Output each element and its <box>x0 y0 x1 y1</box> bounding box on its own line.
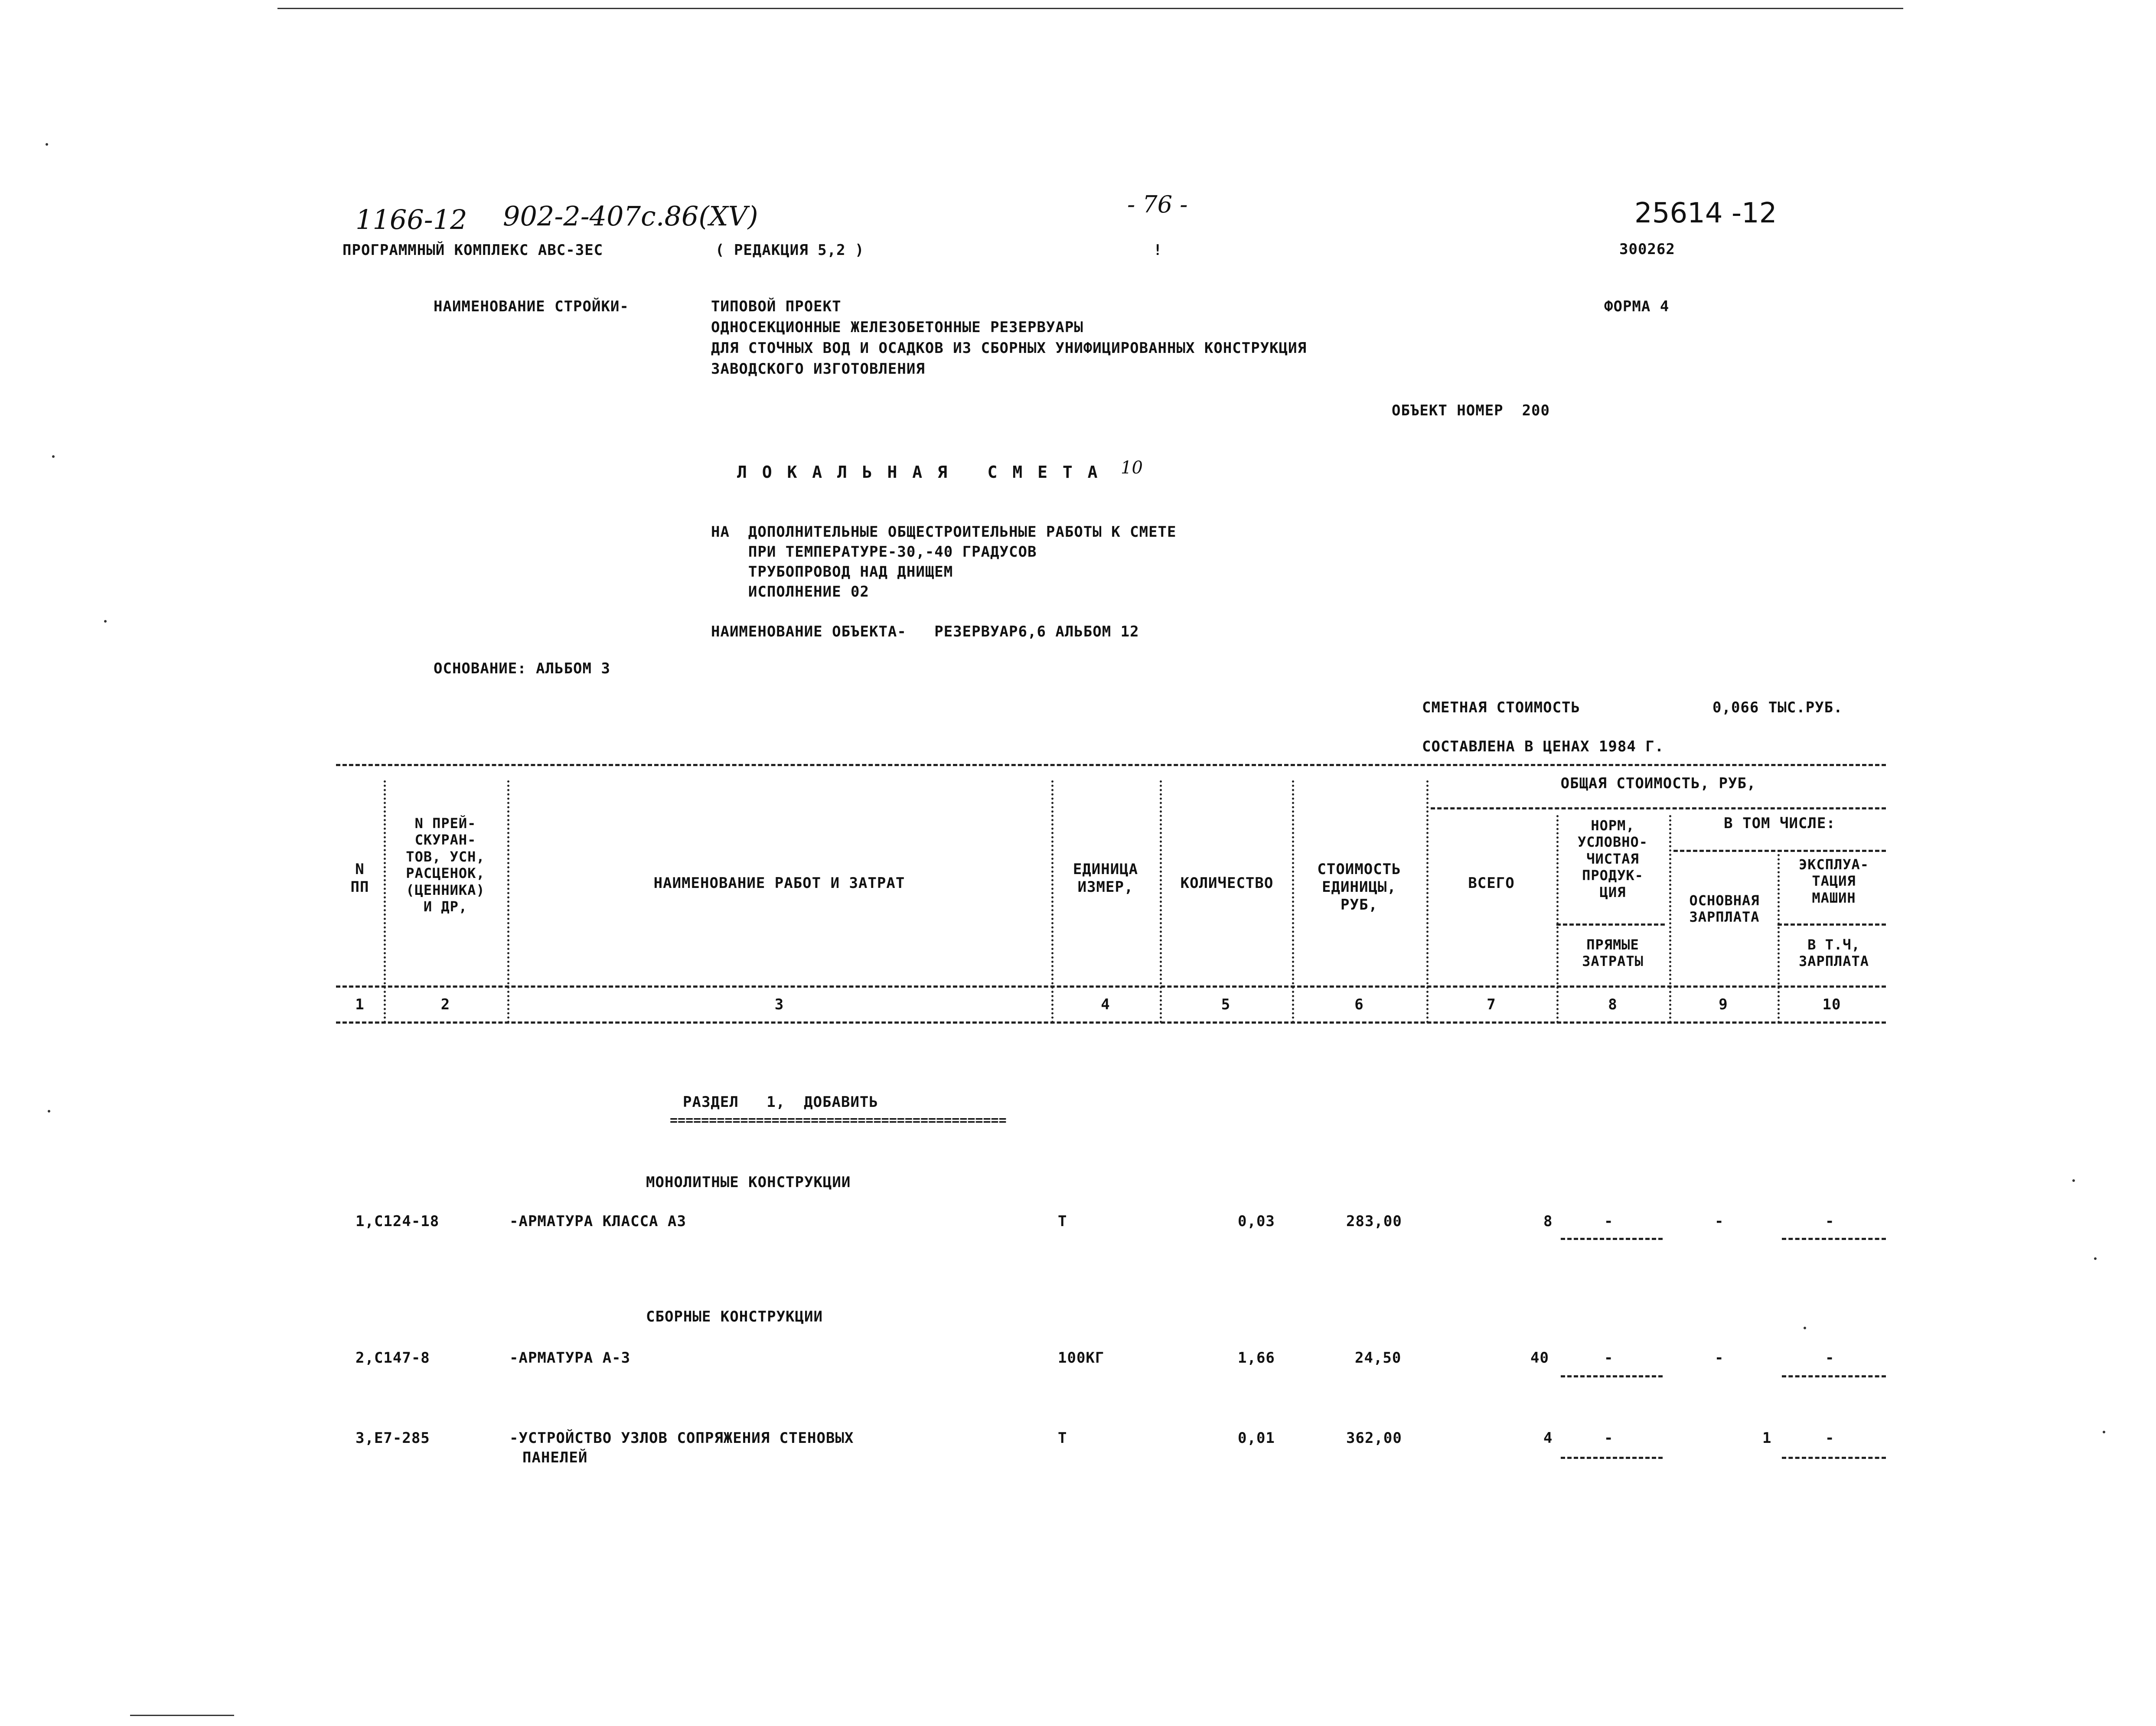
estimate-title: Л О К А Л Ь Н А Я С М Е Т А <box>737 463 1100 482</box>
object-number: ОБЪЕКТ НОМЕР 200 <box>1392 402 1550 419</box>
purpose-line: ПРИ ТЕМПЕРАТУРЕ-30,-40 ГРАДУСОВ <box>711 543 1037 561</box>
cell-underline <box>1782 1238 1886 1240</box>
row-total: 8 <box>1543 1213 1553 1230</box>
row-code: 2,С147-8 <box>356 1349 430 1367</box>
col-number: 2 <box>440 996 450 1013</box>
handwritten-page-number: - 76 - <box>1127 191 1188 218</box>
row-qty: 0,03 <box>1238 1213 1275 1230</box>
row-col9: - <box>1715 1213 1724 1230</box>
row-total: 40 <box>1530 1349 1549 1367</box>
col-sep <box>507 780 509 1023</box>
head-price-ref: N ПРЕЙ- СКУРАН- ТОВ, УСН, РАСЦЕНОК, (ЦЕННИКА) И ДР, <box>406 815 485 915</box>
cell-underline <box>1561 1375 1663 1377</box>
construction-label: НАИМЕНОВАНИЕ СТРОЙКИ- <box>434 298 629 315</box>
basis: ОСНОВАНИЕ: АЛЬБОМ 3 <box>434 660 610 677</box>
col-number: 3 <box>774 996 784 1013</box>
cell-underline <box>1782 1457 1886 1459</box>
scan-speck <box>104 620 107 623</box>
row-price: 283,00 <box>1346 1213 1402 1230</box>
scan-speck <box>48 1110 50 1113</box>
header-mark: ! <box>1153 241 1163 259</box>
row-name: -УСТРОЙСТВО УЗЛОВ СОПРЯЖЕНИЯ СТЕНОВЫХ <box>509 1429 854 1447</box>
scan-speck <box>1804 1327 1806 1329</box>
prices-year: СОСТАВЛЕНА В ЦЕНАХ 1984 Г. <box>1422 738 1664 755</box>
header-code: 300262 <box>1619 241 1675 258</box>
col-sep <box>1426 780 1429 1023</box>
col-sep <box>1051 780 1054 1023</box>
construction-line: ЗАВОДСКОГО ИЗГОТОВЛЕНИЯ <box>711 360 925 378</box>
head-base-salary: ОСНОВНАЯ ЗАРПЛАТА <box>1689 892 1760 926</box>
including-rule <box>1673 850 1886 852</box>
cost-label: СМЕТНАЯ СТОИМОСТЬ <box>1422 699 1580 716</box>
col-number: 5 <box>1221 996 1231 1013</box>
handwritten-left-code: 1166-12 <box>356 204 467 235</box>
row-col10: - <box>1825 1349 1835 1367</box>
table-top-rule <box>336 764 1886 766</box>
col-number: 1 <box>355 996 365 1013</box>
head-including: В ТОМ ЧИСЛЕ: <box>1724 815 1836 832</box>
row-price: 362,00 <box>1346 1429 1402 1447</box>
head-unit-cost: СТОИМОСТЬ ЕДИНИЦЫ, РУБ, <box>1317 861 1401 914</box>
row-unit: Т <box>1058 1429 1067 1447</box>
total-cost-rule <box>1431 807 1886 809</box>
col-number: 6 <box>1354 996 1364 1013</box>
head-num: N ПП <box>350 861 369 896</box>
col-number: 7 <box>1487 996 1496 1013</box>
row-unit: 100КГ <box>1058 1349 1105 1367</box>
scan-speck <box>2094 1257 2097 1260</box>
sub-rule-10 <box>1778 923 1886 926</box>
head-direct-costs: ПРЯМЫЕ ЗАТРАТЫ <box>1582 936 1644 970</box>
col-number: 9 <box>1719 996 1728 1013</box>
row-col10: - <box>1825 1213 1835 1230</box>
estimate-number: 10 <box>1121 458 1143 478</box>
scan-speck <box>2072 1179 2075 1182</box>
col-sep <box>1160 780 1162 1023</box>
construction-line: ОДНОСЕКЦИОННЫЕ ЖЕЛЕЗОБЕТОННЫЕ РЕЗЕРВУАРЫ <box>711 319 1083 336</box>
sub-rule-8 <box>1556 923 1665 926</box>
row-col8: - <box>1604 1213 1614 1230</box>
cost-value: 0,066 ТЫС.РУБ. <box>1712 699 1843 716</box>
row-name: -АРМАТУРА А-3 <box>509 1349 631 1367</box>
row-code: 1,С124-18 <box>356 1213 440 1230</box>
row-qty: 0,01 <box>1238 1429 1275 1447</box>
scan-speck <box>46 143 48 146</box>
row-unit: Т <box>1058 1213 1067 1230</box>
form-label: ФОРМА 4 <box>1604 298 1670 315</box>
col-number: 4 <box>1101 996 1110 1013</box>
head-norm-product: НОРМ, УСЛОВНО- ЧИСТАЯ ПРОДУК- ЦИЯ <box>1577 817 1648 901</box>
construction-line: ДЛЯ СТОЧНЫХ ВОД И ОСАДКОВ ИЗ СБОРНЫХ УНИФИЦИРОВАННЫХ КОНСТРУКЦИЯ <box>711 339 1307 357</box>
scan-speck <box>52 455 55 458</box>
handwritten-right-code: 25614 -12 <box>1634 197 1777 229</box>
purpose-line: ИСПОЛНЕНИЕ 02 <box>711 583 869 600</box>
group-title: МОНОЛИТНЫЕ КОНСТРУКЦИИ <box>646 1174 851 1191</box>
object-name: НАИМЕНОВАНИЕ ОБЪЕКТА- РЕЗЕРВУАР6,6 АЛЬБОМ 12 <box>711 623 1139 640</box>
cell-underline <box>1561 1238 1663 1240</box>
handwritten-project-code: 902-2-407с.86(XV) <box>503 200 758 232</box>
cell-underline <box>1561 1457 1663 1459</box>
row-code: 3,Е7-285 <box>356 1429 430 1447</box>
row-qty: 1,66 <box>1238 1349 1275 1367</box>
head-total: ВСЕГО <box>1468 874 1515 892</box>
table-mid-rule <box>336 985 1886 988</box>
purpose-line: НА ДОПОЛНИТЕЛЬНЫЕ ОБЩЕСТРОИТЕЛЬНЫЕ РАБОТЫ К СМЕТЕ <box>711 523 1177 541</box>
row-name-continued: ПАНЕЛЕЙ <box>522 1449 588 1466</box>
program-name: ПРОГРАММНЫЙ КОМПЛЕКС АВС-ЗЕС <box>342 241 603 259</box>
row-total: 4 <box>1543 1429 1553 1447</box>
purpose-line: ТРУБОПРОВОД НАД ДНИЩЕМ <box>711 563 953 581</box>
cell-underline <box>1782 1375 1886 1377</box>
row-col9: - <box>1715 1349 1724 1367</box>
head-unit: ЕДИНИЦА ИЗМЕР, <box>1073 861 1138 896</box>
head-work-name: НАИМЕНОВАНИЕ РАБОТ И ЗАТРАТ <box>653 874 905 892</box>
construction-line: ТИПОВОЙ ПРОЕКТ <box>711 298 842 315</box>
head-machine-salary: В Т.Ч, ЗАРПЛАТА <box>1798 936 1869 970</box>
row-price: 24,50 <box>1355 1349 1402 1367</box>
col-number: 8 <box>1608 996 1618 1013</box>
scan-speck <box>2103 1431 2105 1433</box>
section-underline: =========================================== <box>670 1113 1007 1128</box>
row-col10: - <box>1825 1429 1835 1447</box>
head-machine-operation: ЭКСПЛУА- ТАЦИЯ МАШИН <box>1798 856 1869 906</box>
bottom-rule <box>130 1715 234 1716</box>
col-number: 10 <box>1822 996 1841 1013</box>
top-rule <box>277 8 1903 9</box>
table-bottom-rule <box>336 1021 1886 1024</box>
row-col8: - <box>1604 1429 1614 1447</box>
row-col9: 1 <box>1762 1429 1772 1447</box>
edition: ( РЕДАКЦИЯ 5,2 ) <box>715 241 864 259</box>
head-total-cost: ОБЩАЯ СТОИМОСТЬ, РУБ, <box>1560 775 1756 792</box>
section-title: РАЗДЕЛ 1, ДОБАВИТЬ <box>683 1093 878 1111</box>
group-title: СБОРНЫЕ КОНСТРУКЦИИ <box>646 1308 823 1325</box>
row-name: -АРМАТУРА КЛАССА А3 <box>509 1213 686 1230</box>
head-quantity: КОЛИЧЕСТВО <box>1180 874 1274 892</box>
row-col8: - <box>1604 1349 1614 1367</box>
